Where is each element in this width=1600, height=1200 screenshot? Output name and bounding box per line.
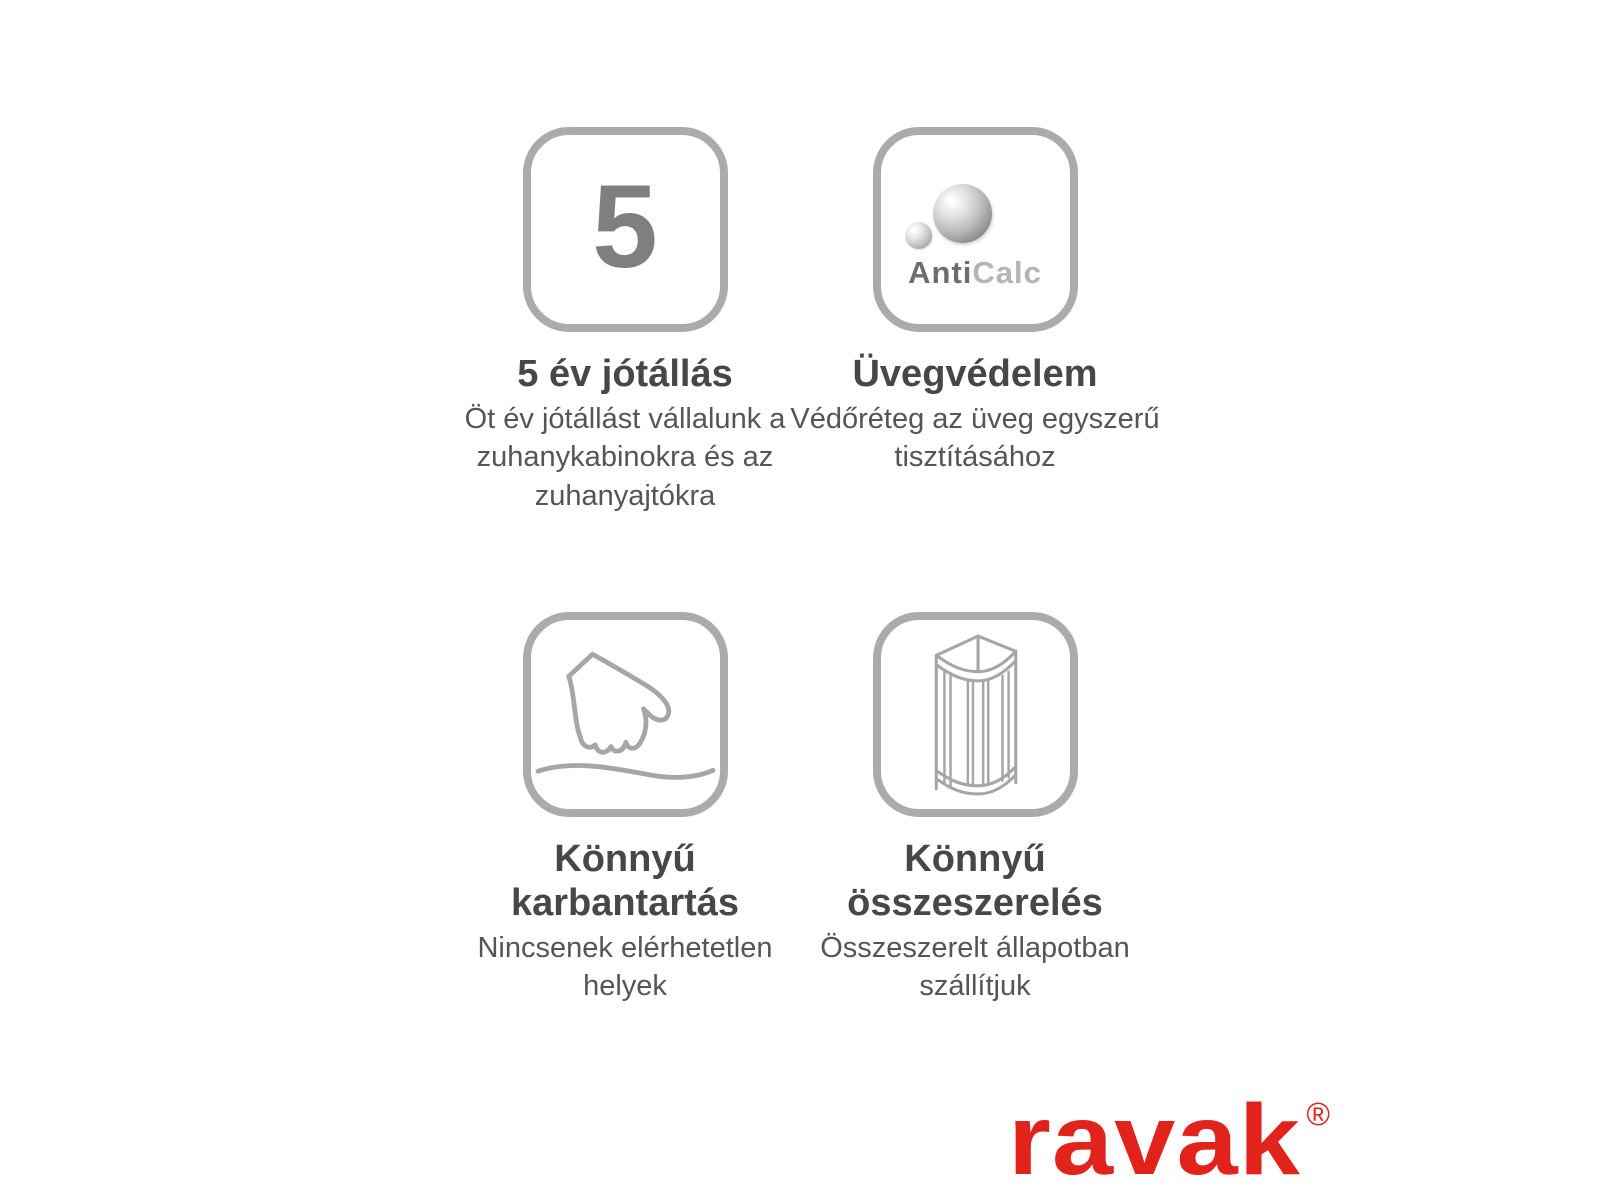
feature-assembly-description: Összeszerelt állapotban szállítjuk <box>820 932 1130 1003</box>
water-drop-small-icon <box>905 222 932 249</box>
feature-warranty-description: Öt év jótállást vállalunk a zuhanykabinokra és az zuhanyajtókra <box>464 403 786 512</box>
feature-warranty-title: 5 év jótállás <box>517 353 733 395</box>
assembly-badge <box>873 612 1078 817</box>
anticalc-label-anti: Anti <box>908 255 973 290</box>
feature-maintenance <box>435 612 815 1006</box>
ravak-logo <box>1008 1084 1330 1196</box>
registered-trademark-icon: ® <box>1306 1096 1330 1132</box>
feature-maintenance-title: Könnyű karbantartás <box>510 838 740 925</box>
feature-glass-protection-description: Védőréteg az üveg egyszerű tisztításához <box>790 403 1160 474</box>
feature-assembly-title: Könnyű összeszerelés <box>847 838 1103 925</box>
maintenance-badge <box>523 612 728 817</box>
feature-warranty <box>435 127 815 515</box>
hand-on-surface-icon <box>531 644 720 785</box>
feature-maintenance-description: Nincsenek elérhetetlen helyek <box>477 932 773 1003</box>
anticalc-badge <box>873 127 1078 332</box>
feature-assembly <box>785 612 1165 1006</box>
anticalc-label <box>881 255 1070 291</box>
ravak-logo-text: ravak <box>1008 1084 1302 1196</box>
feature-glass-protection-title: Üvegvédelem <box>852 353 1098 395</box>
number-5-icon: 5 <box>592 160 658 293</box>
warranty-badge <box>523 127 728 332</box>
shower-cabin-icon <box>929 633 1021 796</box>
feature-glass-protection <box>785 127 1165 477</box>
anticalc-label-calc: Calc <box>972 255 1042 290</box>
water-drop-large-icon <box>933 184 992 243</box>
